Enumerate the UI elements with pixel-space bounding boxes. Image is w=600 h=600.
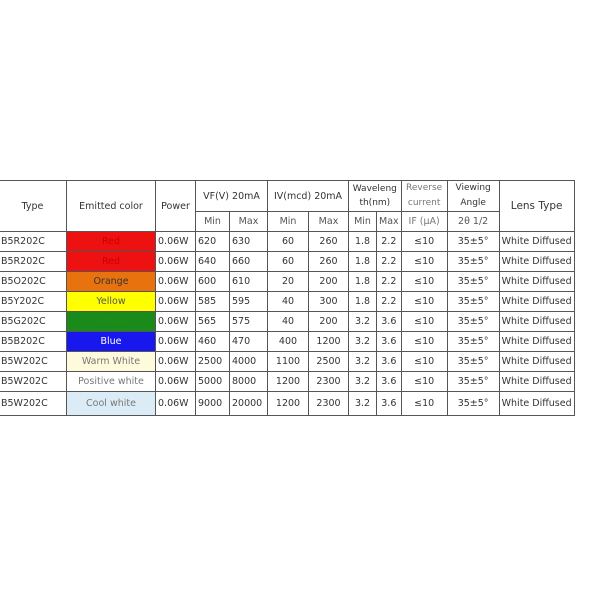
wl-max-cell: 2.2	[377, 272, 402, 292]
header-type: Type	[0, 181, 67, 232]
vf-min-cell: 565	[196, 312, 230, 332]
table-row	[0, 232, 574, 252]
table-row	[0, 352, 574, 372]
lens-type-cell: White Diffused	[499, 292, 574, 312]
table-row	[0, 332, 574, 352]
type-cell: B5W202C	[0, 392, 67, 416]
iv-max-cell: 200	[309, 312, 349, 332]
lens-type-cell: White Diffused	[499, 312, 574, 332]
type-cell: B5G202C	[0, 312, 67, 332]
power-cell: 0.06W	[156, 232, 196, 252]
led-spec-table	[0, 180, 575, 416]
lens-type-cell: White Diffused	[499, 252, 574, 272]
vf-min-cell: 2500	[196, 352, 230, 372]
table-row	[0, 312, 574, 332]
wl-min-cell: 1.8	[349, 272, 377, 292]
vf-max-cell: 595	[230, 292, 268, 312]
lens-type-cell: White Diffused	[499, 272, 574, 292]
table-row	[0, 292, 574, 312]
viewing-angle-cell: 35±5°	[447, 392, 499, 416]
lens-type-cell: White Diffused	[499, 372, 574, 392]
vf-max-cell: 575	[230, 312, 268, 332]
wl-min-cell: 3.2	[349, 372, 377, 392]
vf-min-cell: 620	[196, 232, 230, 252]
emitted-color-cell: Positive white	[67, 372, 156, 392]
power-cell: 0.06W	[156, 352, 196, 372]
power-cell: 0.06W	[156, 292, 196, 312]
iv-max-cell: 1200	[309, 332, 349, 352]
table-row	[0, 372, 574, 392]
header-wl-min: Min	[349, 212, 377, 232]
table-row	[0, 252, 574, 272]
type-cell: B5Y202C	[0, 292, 67, 312]
iv-max-cell: 2300	[309, 372, 349, 392]
emitted-color-cell: Yellow	[67, 292, 156, 312]
iv-min-cell: 20	[268, 272, 309, 292]
emitted-color-cell: Red	[67, 252, 156, 272]
reverse-current-cell: ≤10	[401, 352, 447, 372]
vf-min-cell: 5000	[196, 372, 230, 392]
emitted-color-cell: Green	[67, 312, 156, 332]
reverse-current-cell: ≤10	[401, 232, 447, 252]
viewing-angle-cell: 35±5°	[447, 312, 499, 332]
viewing-angle-cell: 35±5°	[447, 292, 499, 312]
iv-min-cell: 1200	[268, 372, 309, 392]
vf-min-cell: 9000	[196, 392, 230, 416]
viewing-angle-cell: 35±5°	[447, 272, 499, 292]
wl-max-cell: 3.6	[377, 352, 402, 372]
type-cell: B5W202C	[0, 352, 67, 372]
vf-max-cell: 630	[230, 232, 268, 252]
power-cell: 0.06W	[156, 332, 196, 352]
iv-max-cell: 300	[309, 292, 349, 312]
viewing-angle-cell: 35±5°	[447, 352, 499, 372]
viewing-angle-cell: 35±5°	[447, 372, 499, 392]
header-reverse-current: Reverse current	[401, 181, 447, 212]
vf-min-cell: 460	[196, 332, 230, 352]
emitted-color-cell: Blue	[67, 332, 156, 352]
vf-min-cell: 585	[196, 292, 230, 312]
reverse-current-cell: ≤10	[401, 392, 447, 416]
wl-max-cell: 3.6	[377, 392, 402, 416]
lens-type-cell: White Diffused	[499, 392, 574, 416]
header-vf-min: Min	[196, 212, 230, 232]
wl-min-cell: 3.2	[349, 312, 377, 332]
wl-max-cell: 3.6	[377, 372, 402, 392]
wl-min-cell: 3.2	[349, 392, 377, 416]
header-emitted-color: Emitted color	[67, 181, 156, 232]
emitted-color-cell: Warm White	[67, 352, 156, 372]
iv-min-cell: 40	[268, 312, 309, 332]
iv-max-cell: 2500	[309, 352, 349, 372]
header-viewing-angle: Viewing Angle	[447, 181, 499, 212]
iv-min-cell: 1200	[268, 392, 309, 416]
header-lens-type: Lens Type	[499, 181, 574, 232]
header-vf: VF(V) 20mA	[196, 181, 268, 212]
lens-type-cell: White Diffused	[499, 232, 574, 252]
reverse-current-cell: ≤10	[401, 312, 447, 332]
table-row	[0, 272, 574, 292]
vf-max-cell: 20000	[230, 392, 268, 416]
iv-min-cell: 60	[268, 252, 309, 272]
header-iv: IV(mcd) 20mA	[268, 181, 349, 212]
type-cell: B5B202C	[0, 332, 67, 352]
iv-min-cell: 1100	[268, 352, 309, 372]
header-power: Power	[156, 181, 196, 232]
type-cell: B5O202C	[0, 272, 67, 292]
lens-type-cell: White Diffused	[499, 332, 574, 352]
header-vf-max: Max	[230, 212, 268, 232]
emitted-color-cell: Red	[67, 232, 156, 252]
reverse-current-cell: ≤10	[401, 332, 447, 352]
wl-max-cell: 3.6	[377, 312, 402, 332]
power-cell: 0.06W	[156, 272, 196, 292]
wl-max-cell: 3.6	[377, 332, 402, 352]
vf-max-cell: 4000	[230, 352, 268, 372]
iv-min-cell: 60	[268, 232, 309, 252]
type-cell: B5R202C	[0, 232, 67, 252]
vf-min-cell: 600	[196, 272, 230, 292]
iv-min-cell: 400	[268, 332, 309, 352]
power-cell: 0.06W	[156, 372, 196, 392]
wl-max-cell: 2.2	[377, 252, 402, 272]
type-cell: B5R202C	[0, 252, 67, 272]
wl-min-cell: 3.2	[349, 352, 377, 372]
vf-max-cell: 470	[230, 332, 268, 352]
header-iv-max: Max	[309, 212, 349, 232]
iv-max-cell: 260	[309, 232, 349, 252]
reverse-current-cell: ≤10	[401, 272, 447, 292]
power-cell: 0.06W	[156, 252, 196, 272]
power-cell: 0.06W	[156, 392, 196, 416]
power-cell: 0.06W	[156, 312, 196, 332]
reverse-current-cell: ≤10	[401, 292, 447, 312]
wl-min-cell: 1.8	[349, 252, 377, 272]
viewing-angle-cell: 35±5°	[447, 232, 499, 252]
header-if-ua: IF (μA)	[401, 212, 447, 232]
header-wl-max: Max	[377, 212, 402, 232]
reverse-current-cell: ≤10	[401, 252, 447, 272]
vf-max-cell: 660	[230, 252, 268, 272]
iv-max-cell: 2300	[309, 392, 349, 416]
vf-max-cell: 8000	[230, 372, 268, 392]
header-two-theta: 2θ 1/2	[447, 212, 499, 232]
iv-min-cell: 40	[268, 292, 309, 312]
lens-type-cell: White Diffused	[499, 352, 574, 372]
table-row	[0, 392, 574, 416]
wl-max-cell: 2.2	[377, 232, 402, 252]
wl-max-cell: 2.2	[377, 292, 402, 312]
table-body	[0, 232, 574, 416]
iv-max-cell: 200	[309, 272, 349, 292]
emitted-color-cell: Orange	[67, 272, 156, 292]
type-cell: B5W202C	[0, 372, 67, 392]
reverse-current-cell: ≤10	[401, 372, 447, 392]
vf-max-cell: 610	[230, 272, 268, 292]
iv-max-cell: 260	[309, 252, 349, 272]
viewing-angle-cell: 35±5°	[447, 332, 499, 352]
header-row-1	[0, 181, 574, 212]
header-wavelength: Wavelength(nm)	[349, 181, 402, 212]
wl-min-cell: 1.8	[349, 292, 377, 312]
viewing-angle-cell: 35±5°	[447, 252, 499, 272]
wl-min-cell: 1.8	[349, 232, 377, 252]
emitted-color-cell: Cool white	[67, 392, 156, 416]
vf-min-cell: 640	[196, 252, 230, 272]
wl-min-cell: 3.2	[349, 332, 377, 352]
header-iv-min: Min	[268, 212, 309, 232]
